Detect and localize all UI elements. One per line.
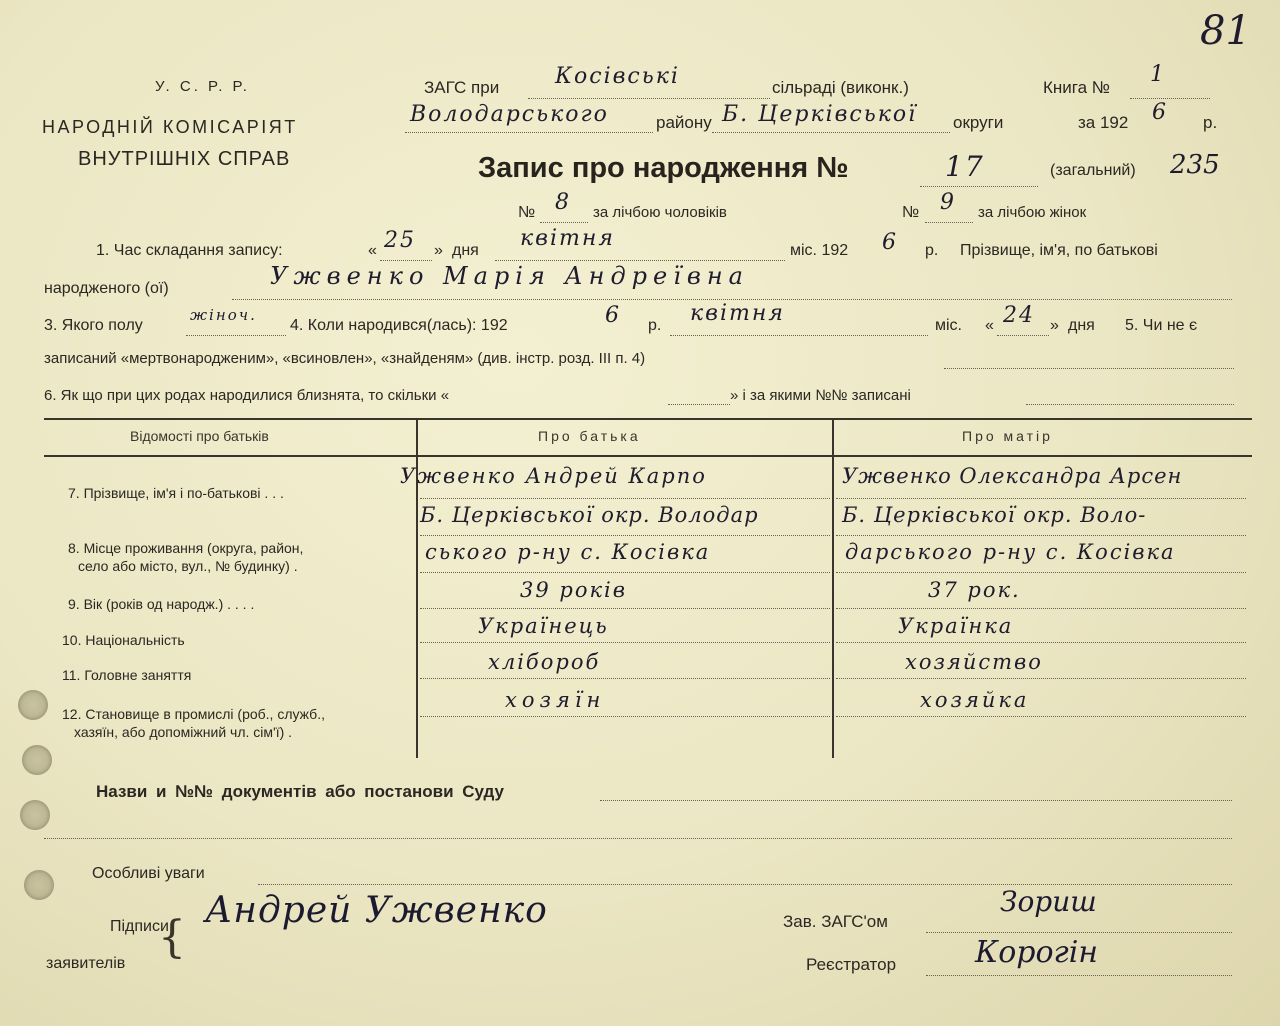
registrar-signature: Корогін — [975, 935, 1099, 970]
book-line — [1130, 98, 1210, 99]
sex-line — [186, 335, 286, 336]
sex-value: жіноч. — [190, 306, 257, 324]
zags-label: ЗАГС при — [424, 78, 500, 97]
quote-close: » — [434, 242, 443, 259]
twins-count-line — [668, 404, 730, 405]
stillborn-text: записаний «мертвонародженим», «всиновлен», «знайденям» (див. інстр. розд. III п. 4) — [44, 350, 646, 367]
name-prompt: Прізвище, ім'я, по батькові — [960, 242, 1158, 259]
row-label: 11. Головне заняття — [62, 667, 192, 683]
month-label: міс. — [935, 317, 962, 334]
record-month: квітня — [520, 226, 615, 251]
general-number: 235 — [1170, 150, 1220, 180]
mother-nationality: Українка — [898, 614, 1014, 638]
birth-month: квітня — [690, 301, 785, 326]
day-line — [380, 260, 432, 261]
village-value: Косівські — [555, 64, 680, 89]
birth-year-digit: 6 — [605, 303, 621, 328]
day-label: дня — [452, 242, 479, 259]
okruha-line — [712, 132, 950, 133]
mother-name: Ужвенко Олександра Арсен — [842, 464, 1183, 488]
row-label: 8. Місце проживання (округа, район, — [68, 540, 304, 556]
no-sign: № — [902, 204, 920, 221]
registrar-line — [926, 975, 1232, 976]
head-line — [926, 932, 1232, 933]
newborn-label: народженого (ої) — [44, 280, 169, 297]
father-occupation: хлібороб — [488, 650, 601, 674]
father-status: хозяїн — [505, 688, 606, 712]
punch-hole — [18, 690, 48, 720]
record-number: 17 — [945, 150, 985, 183]
mother-age: 37 рок. — [928, 578, 1021, 602]
year-suffix: р. — [1203, 113, 1218, 132]
twins-text: 6. Як що при цих родах народилися близнята, то скільки « — [44, 387, 450, 404]
record-number-line — [920, 186, 1038, 187]
newborn-name-line — [232, 299, 1232, 300]
okruha-label: округи — [953, 113, 1004, 132]
birth-day-line — [997, 335, 1049, 336]
documents-label: Назви и №№ документів або постанови Суду — [96, 782, 505, 801]
mother-occupation: хозяйство — [905, 650, 1043, 674]
village-line — [528, 98, 770, 99]
month-label: міс. 192 — [790, 242, 849, 259]
women-count-line — [925, 222, 973, 223]
head-signature: Зориш — [1000, 885, 1097, 918]
silradi-label: сільраді (виконк.) — [772, 78, 909, 97]
signatures-label: Підписи — [110, 918, 169, 935]
men-count: 8 — [555, 190, 571, 215]
sex-label: 3. Якого полу — [44, 317, 143, 334]
row-label: 12. Становище в промислі (роб., служб., — [62, 706, 325, 722]
twins-text-suffix: » і за якими №№ записані — [730, 387, 911, 404]
men-count-line — [540, 222, 588, 223]
book-label: Книга № — [1043, 78, 1111, 97]
registrar-label: Реєстратор — [806, 955, 897, 974]
general-label: (загальний) — [1050, 162, 1136, 179]
father-name: Ужвенко Андрей Карпо — [400, 464, 707, 488]
row-label: 10. Національність — [62, 632, 185, 648]
women-count-label: за лічбою жінок — [978, 204, 1087, 221]
signatures-label: заявителів — [46, 955, 126, 972]
month-line — [495, 260, 785, 261]
newborn-name: Ужвенко Марія Андреївна — [270, 262, 749, 290]
okruha-value: Б. Церківської — [722, 102, 918, 127]
col-header: Відомості про батьків — [130, 428, 269, 444]
mother-status: хозяйка — [920, 688, 1030, 712]
year-label: за 192 — [1078, 113, 1129, 132]
district-line — [405, 132, 653, 133]
corner-number: 81 — [1200, 8, 1251, 54]
applicant-signature: Андрей Ужвенко — [205, 890, 548, 931]
documents-line — [600, 800, 1232, 801]
punch-hole — [22, 745, 52, 775]
page-title: Запис про народження № — [478, 152, 849, 184]
birth-date-label: 4. Коли народився(лась): 192 — [290, 317, 508, 334]
men-count-label: за лічбою чоловіків — [593, 204, 727, 221]
twins-numbers-line — [1026, 404, 1234, 405]
row-label: 7. Прізвище, ім'я і по-батькові . . . — [68, 485, 284, 501]
year-suffix: р. — [648, 317, 662, 334]
col-header: Про батька — [538, 428, 641, 444]
mother-residence: Б. Церківської окр. Воло- — [842, 503, 1147, 527]
mother-residence-cont: дарського р-ну с. Косівка — [845, 540, 1176, 564]
republic-label: У. С. Р. Р. — [155, 78, 250, 95]
notes-label: Особливі уваги — [92, 865, 205, 882]
stillborn-line — [944, 368, 1234, 369]
father-residence-cont: ського р-ну с. Косівка — [425, 540, 711, 564]
ministry-line1: НАРОДНІЙ КОМІСАРІЯТ — [42, 117, 298, 137]
head-label: Зав. ЗАГС'ом — [783, 912, 888, 931]
no-sign: № — [518, 204, 536, 221]
row-label: 9. Вік (років од народж.) . . . . — [68, 596, 255, 612]
record-day: 25 — [384, 228, 416, 253]
brace-icon: { — [158, 912, 186, 963]
birth-day: 24 — [1003, 303, 1035, 328]
record-year-digit: 6 — [882, 230, 898, 255]
father-residence: Б. Церківської окр. Володар — [420, 503, 759, 527]
birth-month-line — [670, 335, 928, 336]
row-label: село або місто, вул., № будинку) . — [78, 558, 298, 574]
father-nationality: Українець — [478, 614, 609, 638]
raion-label: району — [656, 113, 712, 132]
quote-open: « — [985, 317, 994, 334]
book-number: 1 — [1150, 62, 1166, 87]
ministry-line2: ВНУТРІШНІХ СПРАВ — [78, 148, 291, 170]
father-age: 39 років — [520, 578, 627, 602]
district-value: Володарського — [410, 102, 609, 127]
day-label: дня — [1068, 317, 1095, 334]
col-header: Про матір — [962, 428, 1053, 444]
year-digit: 6 — [1152, 100, 1168, 125]
record-time-label: 1. Час складання запису: — [96, 242, 283, 259]
year-suffix: р. — [925, 242, 939, 259]
punch-hole — [20, 800, 50, 830]
quote-close: » — [1050, 317, 1059, 334]
quote-open: « — [368, 242, 377, 259]
stillborn-question: 5. Чи не є — [1125, 317, 1198, 334]
row-label: хазяїн, або допоміжний чл. сім'ї) . — [74, 724, 293, 740]
documents-line-2 — [44, 838, 1232, 839]
punch-hole — [24, 870, 54, 900]
women-count: 9 — [940, 190, 956, 215]
